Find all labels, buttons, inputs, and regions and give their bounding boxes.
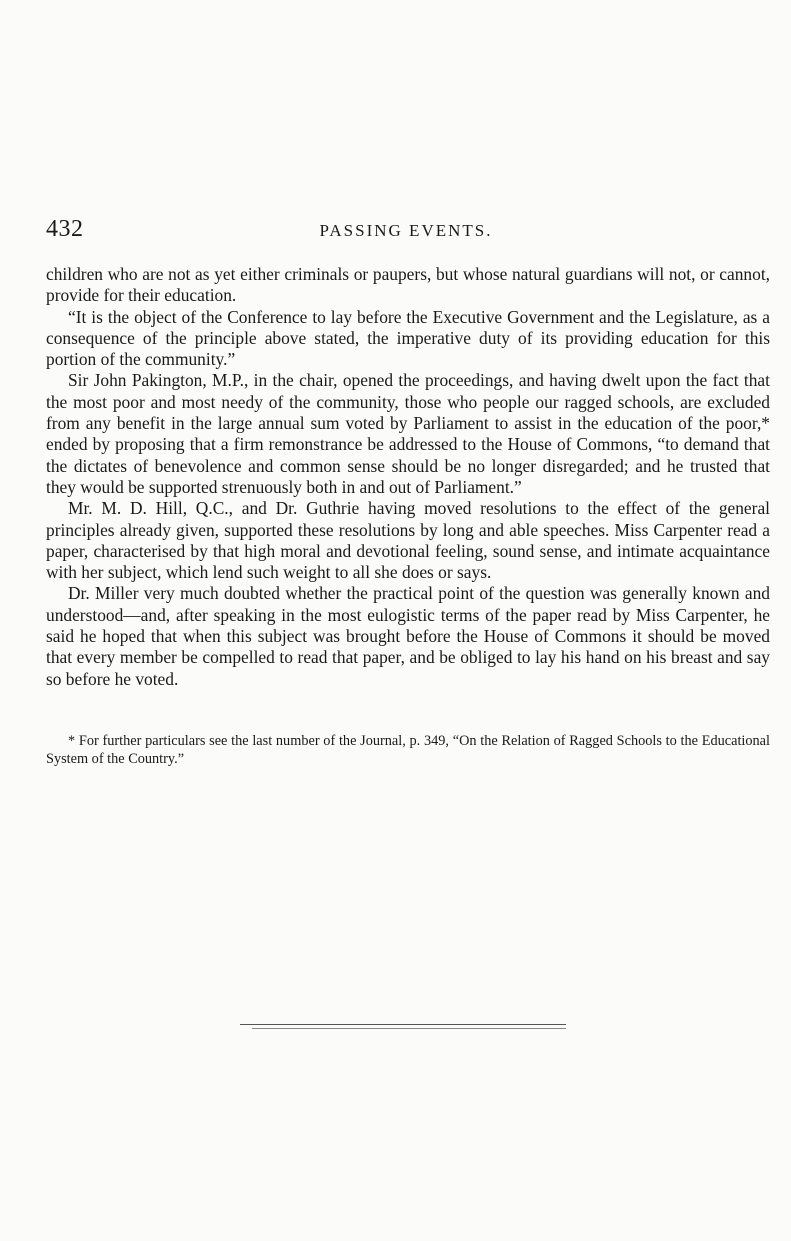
paragraph-pakington: Sir John Pakington, M.P., in the chair, opened the proceedings, and having dwelt upon the fact that the most poor and most needy of the community, those who people our ragged schools, are excluded from any benefit in the large annual sum voted by Parliament to assist in the education of the poor,* ended by proposing that a firm remonstrance be addressed to the House of Commons, “to demand that the dictates of benevolence and common sense should be no longer disregarded; and he trusted that they would be supported strenuously both in and out of Parliament.” — [46, 370, 770, 497]
running-head: PASSING EVENTS. — [319, 221, 493, 240]
paragraph-conference-object: “It is the object of the Conference to lay before the Executive Government and the Legislature, as a consequence of the principle above stated, the imperative duty of its providing education for this portion of the community.” — [46, 306, 770, 370]
bottom-rule — [240, 1024, 566, 1025]
page-number: 432 — [46, 216, 84, 242]
paragraph-continuation: children who are not as yet either criminals or paupers, but whose natural guardians will not, or cannot, provide for their education. — [46, 264, 770, 306]
bottom-rule-second — [252, 1028, 566, 1029]
paragraph-hill-guthrie: Mr. M. D. Hill, Q.C., and Dr. Guthrie having moved resolutions to the effect of the general principles already given, supported these resolutions by long and able speeches. Miss Carpenter read a paper, characterised by that high moral and devotional feeling, sound sense, and intimate acquaintance with her subject, which lend such weight to all she does or says. — [46, 498, 770, 583]
paragraph-miller: Dr. Miller very much doubted whether the practical point of the question was generally known and understood—and, after speaking in the most eulogistic terms of the paper read by Miss Carpenter, he said he hoped that when this subject was brought before the House of Commons it should be moved that every member be compelled to read that paper, and be obliged to lay his hand on his breast and say so before he voted. — [46, 583, 770, 689]
footnote-text: * For further particulars see the last number of the Journal, p. 349, “On the Relation of Ragged Schools to the Educational System of the Country.” — [46, 733, 770, 767]
page-header — [46, 216, 766, 250]
footnote — [46, 732, 770, 768]
body-text — [46, 264, 770, 690]
